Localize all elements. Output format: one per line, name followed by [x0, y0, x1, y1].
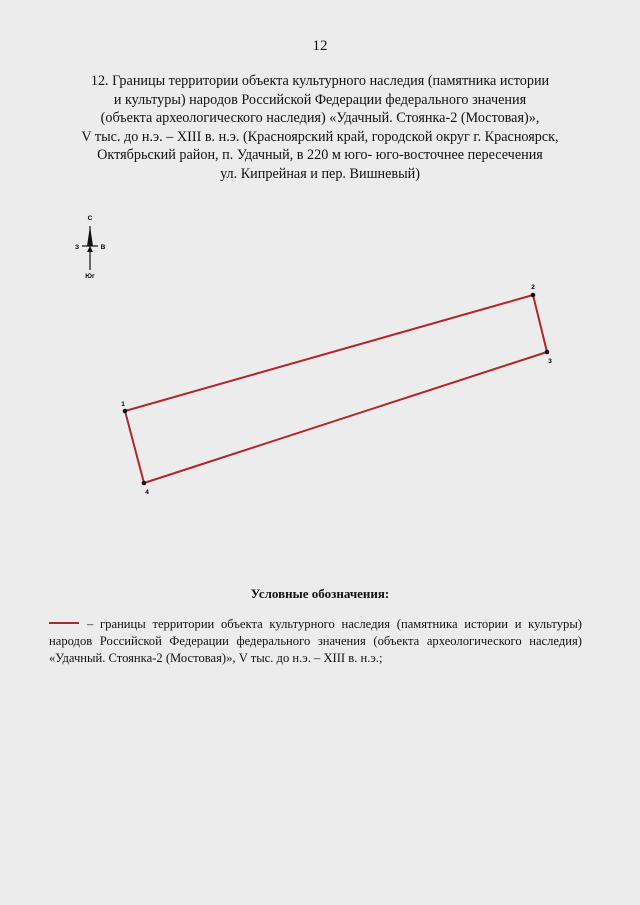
- title-line: ул. Кипрейная и пер. Вишневый): [220, 165, 420, 182]
- vertex-label: 3: [548, 358, 552, 365]
- compass-west-label: З: [74, 244, 80, 251]
- title-line: (объекта археологического наследия) «Удачный. Стоянка-2 (Мостовая)»,: [100, 110, 540, 127]
- legend-entry: [49, 616, 582, 666]
- vertex-marker: [531, 293, 536, 298]
- vertex-marker: [142, 481, 147, 486]
- vertex-label: 2: [531, 284, 535, 291]
- compass-south-label: Юг: [85, 273, 95, 280]
- title-line: 12. Границы территории объекта культурного наследия (памятника истории: [90, 73, 550, 89]
- title-line: Октябрьский район, п. Удачный, в 220 м юго- юго-восточнее пересечения: [97, 147, 543, 164]
- vertex-marker: [545, 350, 550, 355]
- compass-icon: [75, 215, 106, 280]
- legend-line-swatch: [49, 622, 79, 624]
- legend-heading: Условные обозначения:: [250, 586, 390, 601]
- compass-north-label: С: [87, 215, 93, 222]
- page-number: 12: [312, 38, 328, 54]
- vertex-label: 4: [145, 489, 149, 496]
- boundary-point-3: [545, 350, 552, 365]
- boundary-point-4: [142, 481, 149, 496]
- boundary-point-2: [531, 284, 536, 297]
- title-line: V тыс. до н.э. – XIII в. н.э. (Красноярский край, городской округ г. Красноярск,: [81, 128, 559, 145]
- compass-east-label: В: [100, 244, 106, 251]
- legend-description: – границы территории объекта культурного наследия (памятника истории и культуры) народов Российской Федерации федерального значения (объекта археологического наследия) «Удачный. Стоянка-2 (Мостовая)», V тыс. до н.э. – XIII в. н.э.;: [49, 617, 582, 665]
- boundary-point-1: [121, 401, 127, 413]
- vertex-label: 1: [121, 401, 125, 408]
- vertex-marker: [123, 409, 128, 414]
- boundary-polygon: [125, 295, 547, 483]
- title-line: и культуры) народов Российской Федерации федерального значения: [113, 91, 527, 108]
